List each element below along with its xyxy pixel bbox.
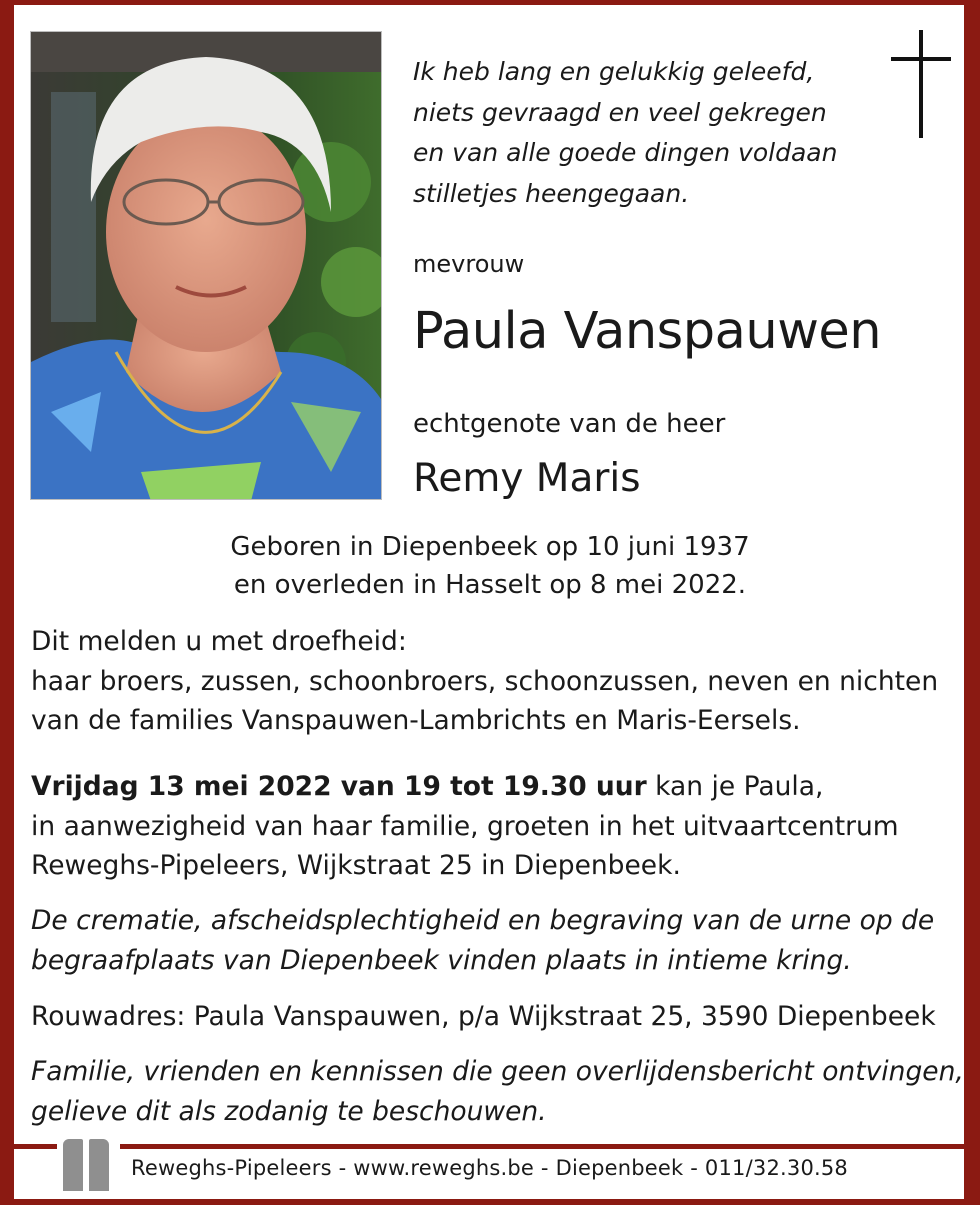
- cross-icon: [891, 30, 951, 138]
- visitation-line: Reweghs-Pipeleers, Wijkstraat 25 in Diepenbeek.: [31, 850, 681, 881]
- visitation-line: [31, 767, 961, 807]
- poem: [413, 52, 883, 214]
- deceased-name: Paula Vanspauwen: [413, 302, 882, 361]
- footer-divider: [14, 1144, 964, 1149]
- visitation: [31, 767, 961, 886]
- poem-line: niets gevraagd en veel gekregen: [413, 97, 827, 127]
- announcement-line: haar broers, zussen, schoonbroers, schoonzussen, neven en nichten: [31, 665, 939, 697]
- footer-contact: Reweghs-Pipeleers - www.reweghs.be - Diepenbeek - 011/32.30.58: [131, 1156, 848, 1180]
- announcement: [31, 622, 961, 741]
- poem-line: stilletjes heengegaan.: [413, 178, 690, 208]
- life-dates: [0, 528, 980, 604]
- notice-line: Familie, vrienden en kennissen die geen overlijdensbericht ontvingen,: [31, 1056, 964, 1087]
- spouse-prefix: echtgenote van de heer: [413, 409, 726, 439]
- notice-line: gelieve dit als zodanig te beschouwen.: [31, 1095, 547, 1127]
- deceased-prefix: mevrouw: [413, 250, 525, 278]
- spouse-name: Remy Maris: [413, 456, 641, 501]
- portrait-photo: [30, 31, 382, 500]
- announcement-line: van de families Vanspauwen-Lambrichts en Maris-Eersels.: [31, 705, 801, 736]
- address-line: Rouwadres: Paula Vanspauwen, p/a Wijkstraat 25, 3590 Diepenbeek: [31, 1001, 936, 1032]
- ceremony-line: De crematie, afscheidsplechtigheid en begraving van de urne op de: [31, 905, 935, 936]
- border-top: [0, 0, 980, 5]
- visitation-rest: kan je Paula,: [646, 771, 824, 802]
- birth-line: Geboren in Diepenbeek op 10 juni 1937: [230, 532, 750, 562]
- visitation-line: in aanwezigheid van haar familie, groeten in het uitvaartcentrum: [31, 810, 899, 842]
- visitation-time: Vrijdag 13 mei 2022 van 19 tot 19.30 uur: [31, 771, 647, 802]
- border-bottom: [0, 1199, 980, 1205]
- poem-line: en van alle goede dingen voldaan: [413, 138, 838, 167]
- funeral-home-logo: [57, 1136, 120, 1193]
- ceremony-line: begraafplaats van Diepenbeek vinden plaats in intieme kring.: [31, 944, 852, 976]
- mourning-address: [31, 997, 961, 1037]
- ceremony: [31, 901, 961, 980]
- death-line: en overleden in Hasselt op 8 mei 2022.: [233, 570, 747, 600]
- poem-line: Ik heb lang en gelukkig geleefd,: [413, 57, 815, 86]
- notice: [31, 1052, 964, 1131]
- announcement-line: Dit melden u met droefheid:: [31, 626, 407, 657]
